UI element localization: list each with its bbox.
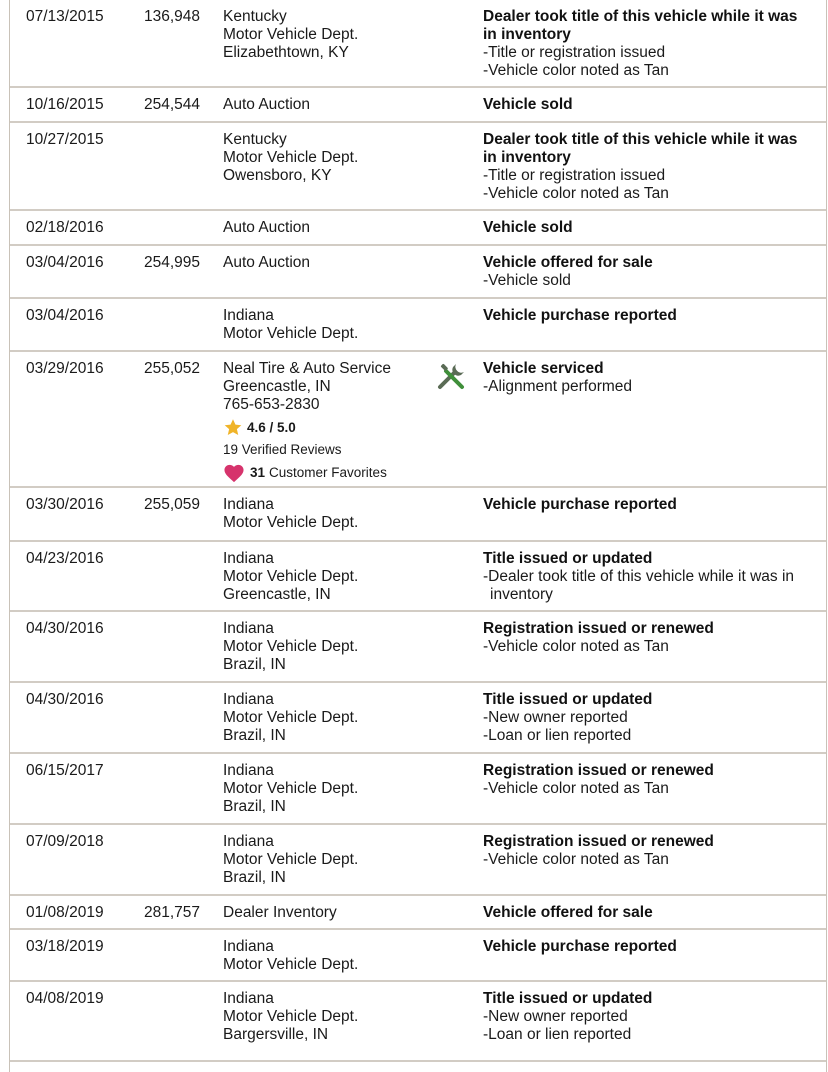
history-row [10, 683, 826, 754]
source-line: Motor Vehicle Dept. [223, 514, 359, 531]
source-line: Indiana [223, 691, 274, 708]
record-detail [483, 762, 813, 798]
detail-item [483, 378, 813, 396]
record-date: 07/09/2018 [26, 833, 104, 850]
detail-headline: Vehicle offered for sale [483, 904, 653, 921]
detail-headline: Registration issued or renewed [483, 620, 714, 637]
record-source [223, 307, 433, 343]
detail-item [483, 1008, 813, 1026]
detail-headline: Title issued or updated [483, 691, 653, 708]
detail-headline: Dealer took title of this vehicle while it was in inventory [483, 131, 798, 166]
source-line: Motor Vehicle Dept. [223, 709, 359, 726]
record-date: 01/08/2019 [26, 904, 104, 921]
record-source [223, 550, 433, 604]
detail-headline: Title issued or updated [483, 550, 653, 567]
source-line: Auto Auction [223, 96, 311, 113]
record-source [223, 620, 433, 674]
record-date: 03/04/2016 [26, 254, 104, 271]
record-date: 10/16/2015 [26, 96, 104, 113]
record-source [223, 496, 433, 532]
record-detail [483, 904, 813, 922]
detail-item [483, 568, 813, 604]
detail-text: New owner reported [488, 1008, 628, 1025]
history-row [10, 211, 826, 246]
bullet-dash: - [483, 44, 489, 61]
source-line: Auto Auction [223, 219, 311, 236]
record-source [223, 131, 433, 185]
record-detail [483, 307, 813, 325]
detail-headline: Vehicle serviced [483, 360, 604, 377]
record-detail [483, 8, 813, 80]
bullet-dash: - [483, 167, 489, 184]
customer-favorites [223, 463, 433, 483]
detail-headline: Dealer took title of this vehicle while it was in inventory [483, 8, 798, 43]
source-line: Auto Auction [223, 254, 311, 271]
record-source [223, 938, 433, 974]
record-source [223, 96, 433, 114]
source-line: Kentucky [223, 131, 287, 148]
record-detail [483, 691, 813, 745]
detail-item [483, 638, 813, 656]
record-date: 03/29/2016 [26, 360, 104, 377]
bullet-dash: - [483, 851, 489, 868]
record-date: 03/30/2016 [26, 496, 104, 513]
record-detail [483, 990, 813, 1044]
record-date: 03/18/2019 [26, 938, 104, 955]
source-line: Dealer Inventory [223, 904, 337, 921]
source-line: 765-653-2830 [223, 396, 320, 413]
record-date: 03/04/2016 [26, 307, 104, 324]
source-line: Brazil, IN [223, 727, 286, 744]
source-line: Indiana [223, 833, 274, 850]
detail-headline: Vehicle purchase reported [483, 496, 677, 513]
record-date: 04/30/2016 [26, 691, 104, 708]
detail-item [483, 272, 813, 290]
source-line: Brazil, IN [223, 869, 286, 886]
history-row [10, 896, 826, 930]
bullet-dash: - [483, 568, 489, 585]
history-row [10, 825, 826, 896]
star-icon [223, 418, 243, 437]
detail-text: Loan or lien reported [488, 727, 632, 744]
detail-text: Vehicle color noted as Tan [488, 851, 669, 868]
detail-text: Dealer took title of this vehicle while it was in inventory [488, 568, 795, 603]
history-row [10, 930, 826, 982]
record-detail [483, 360, 813, 396]
detail-item [483, 851, 813, 869]
detail-item [483, 185, 813, 203]
detail-headline: Registration issued or renewed [483, 833, 714, 850]
source-line: Motor Vehicle Dept. [223, 780, 359, 797]
record-detail [483, 833, 813, 869]
detail-headline: Vehicle sold [483, 96, 573, 113]
record-source [223, 219, 433, 237]
record-source [223, 8, 433, 62]
detail-headline: Vehicle sold [483, 219, 573, 236]
bullet-dash: - [483, 780, 489, 797]
history-row [10, 982, 826, 1062]
history-row [10, 123, 826, 211]
vehicle-history-table [9, 0, 827, 1072]
source-line: Motor Vehicle Dept. [223, 26, 359, 43]
detail-text: Vehicle sold [488, 272, 571, 289]
detail-text: Vehicle color noted as Tan [488, 780, 669, 797]
history-row [10, 0, 826, 88]
bullet-dash: - [483, 272, 489, 289]
detail-text: Vehicle color noted as Tan [488, 62, 669, 79]
bullet-dash: - [483, 709, 489, 726]
record-source [223, 990, 433, 1044]
detail-item [483, 727, 813, 745]
record-detail [483, 620, 813, 656]
source-line: Greencastle, IN [223, 586, 331, 603]
source-line: Motor Vehicle Dept. [223, 851, 359, 868]
detail-item [483, 44, 813, 62]
record-source [223, 360, 433, 483]
favorites-label: Customer Favorites [269, 465, 387, 480]
record-mileage: 255,059 [143, 496, 200, 513]
bullet-dash: - [483, 378, 489, 395]
service-tools-icon [436, 361, 468, 393]
record-date: 04/23/2016 [26, 550, 104, 567]
record-detail [483, 254, 813, 290]
heart-icon [223, 463, 245, 483]
source-line: Indiana [223, 620, 274, 637]
detail-headline: Title issued or updated [483, 990, 653, 1007]
source-line: Neal Tire & Auto Service [223, 360, 391, 377]
shop-rating [223, 418, 433, 437]
record-source [223, 254, 433, 272]
record-detail [483, 96, 813, 114]
source-line: Motor Vehicle Dept. [223, 149, 359, 166]
record-source [223, 691, 433, 745]
bullet-dash: - [483, 185, 489, 202]
record-mileage: 254,995 [143, 254, 200, 271]
record-date: 04/08/2019 [26, 990, 104, 1007]
source-line: Motor Vehicle Dept. [223, 568, 359, 585]
history-row [10, 88, 826, 123]
history-row [10, 754, 826, 825]
source-line: Motor Vehicle Dept. [223, 1008, 359, 1025]
detail-headline: Vehicle purchase reported [483, 938, 677, 955]
source-line: Motor Vehicle Dept. [223, 325, 359, 342]
record-detail [483, 219, 813, 237]
source-line: Owensboro, KY [223, 167, 332, 184]
record-date: 02/18/2016 [26, 219, 104, 236]
history-row [10, 352, 826, 488]
source-line: Indiana [223, 990, 274, 1007]
source-line: Indiana [223, 762, 274, 779]
history-row [10, 299, 826, 352]
source-line: Indiana [223, 307, 274, 324]
source-line: Motor Vehicle Dept. [223, 638, 359, 655]
source-line: Motor Vehicle Dept. [223, 956, 359, 973]
detail-headline: Vehicle purchase reported [483, 307, 677, 324]
record-source [223, 833, 433, 887]
record-date: 07/13/2015 [26, 8, 104, 25]
record-date: 04/30/2016 [26, 620, 104, 637]
detail-item [483, 709, 813, 727]
history-row [10, 542, 826, 612]
source-line: Greencastle, IN [223, 378, 331, 395]
record-date: 06/15/2017 [26, 762, 104, 779]
record-detail [483, 938, 813, 956]
rating-value: 4.6 / 5.0 [247, 419, 296, 435]
detail-item [483, 1026, 813, 1044]
detail-item [483, 62, 813, 80]
history-row [10, 246, 826, 299]
source-line: Brazil, IN [223, 798, 286, 815]
source-line: Bargersville, IN [223, 1026, 329, 1043]
record-source [223, 762, 433, 816]
bullet-dash: - [483, 1008, 489, 1025]
detail-text: Title or registration issued [488, 167, 666, 184]
detail-text: Alignment performed [488, 378, 633, 395]
record-detail [483, 550, 813, 604]
history-row [10, 612, 826, 683]
source-line: Indiana [223, 938, 274, 955]
detail-item [483, 780, 813, 798]
source-line: Indiana [223, 496, 274, 513]
bullet-dash: - [483, 727, 489, 744]
record-mileage: 136,948 [143, 8, 200, 25]
bullet-dash: - [483, 638, 489, 655]
review-count: 19 Verified Reviews [223, 442, 342, 457]
record-detail [483, 131, 813, 203]
record-mileage: 255,052 [143, 360, 200, 377]
source-line: Brazil, IN [223, 656, 286, 673]
detail-text: Vehicle color noted as Tan [488, 638, 669, 655]
source-line: Indiana [223, 550, 274, 567]
detail-headline: Registration issued or renewed [483, 762, 714, 779]
bullet-dash: - [483, 62, 489, 79]
record-source [223, 904, 433, 922]
detail-text: Title or registration issued [488, 44, 666, 61]
detail-text: New owner reported [488, 709, 628, 726]
detail-text: Loan or lien reported [488, 1026, 632, 1043]
bullet-dash: - [483, 1026, 489, 1043]
record-detail [483, 496, 813, 514]
detail-headline: Vehicle offered for sale [483, 254, 653, 271]
source-line: Elizabethtown, KY [223, 44, 349, 61]
record-date: 10/27/2015 [26, 131, 104, 148]
record-mileage: 254,544 [143, 96, 200, 113]
record-mileage: 281,757 [143, 904, 200, 921]
favorites-count: 31 [250, 465, 266, 480]
source-line: Kentucky [223, 8, 287, 25]
detail-text: Vehicle color noted as Tan [488, 185, 669, 202]
detail-item [483, 167, 813, 185]
history-row [10, 488, 826, 542]
